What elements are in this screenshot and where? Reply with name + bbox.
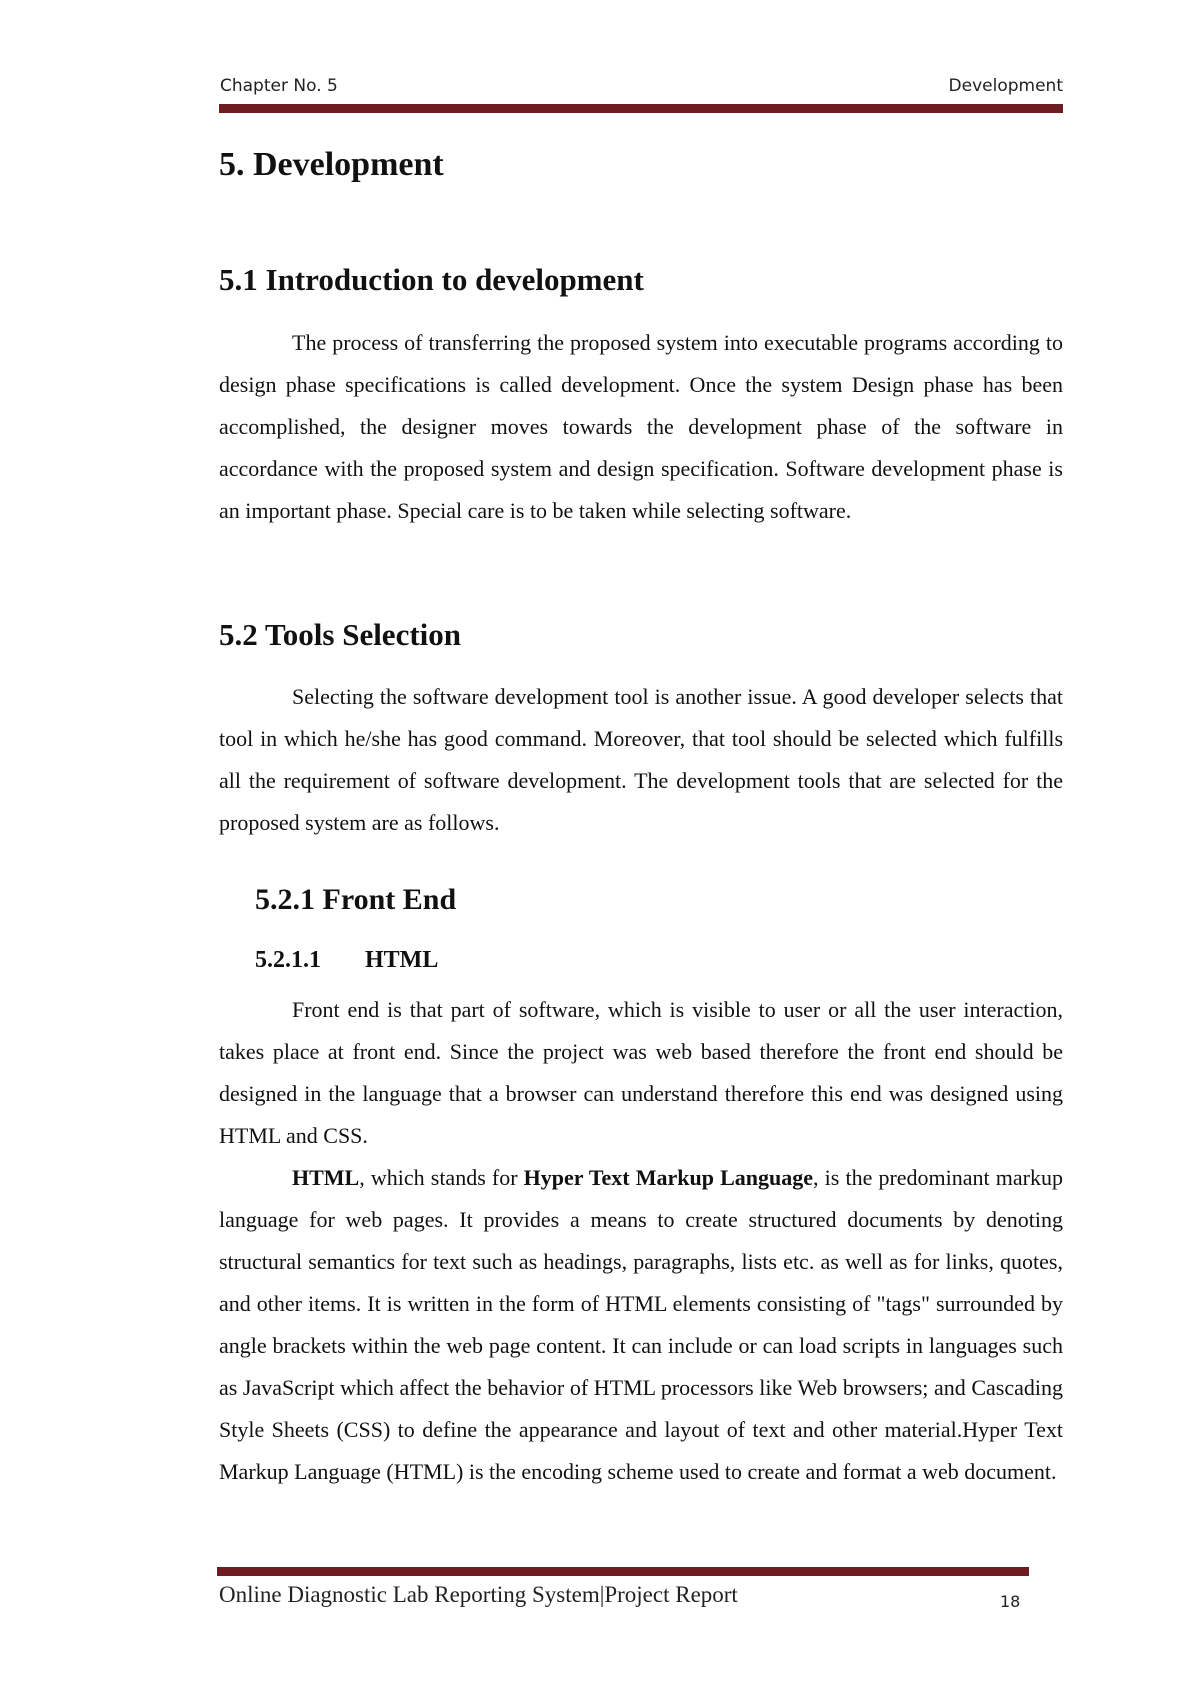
html-paragraph [219, 1157, 1063, 1493]
intro-paragraph: The process of transferring the proposed system into executable programs according to design phase specifications is called development. Once the system Design phase has been accomplished, the designer moves towards the development phase of the software in accordance with the proposed system and design specification. Software development phase is an important phase. Special care is to be taken while selecting software. [219, 330, 1063, 523]
subsection-heading-front-end: 5.2.1 Front End [255, 883, 457, 916]
footer-project-title: Online Diagnostic Lab Reporting System|Project Report [219, 1582, 738, 1607]
chapter-title: 5. Development [219, 146, 444, 183]
subsubsection-number: 5.2.1.1 [255, 947, 321, 973]
subsubsection-heading-html [255, 947, 438, 974]
header-section: Development [948, 76, 1063, 96]
html-mid-text: , which stands for [359, 1165, 524, 1190]
header-chapter: Chapter No. 5 [220, 76, 338, 96]
footer-rule [217, 1567, 1029, 1576]
html-description: , is the predominant markup language for web pages. It provides a means to create structured documents by denoting structural semantics for text such as headings, paragraphs, lists etc. as well as for links, quotes, and other items. It is written in the form of HTML elements consisting of "tags" surrounded by angle brackets within the web page content. It can include or can load scripts in languages such as JavaScript which affect the behavior of HTML processors like Web browsers; and Cascading Style Sheets (CSS) to define the appearance and layout of text and other material.Hyper Text Markup Language (HTML) is the encoding scheme used to create and format a web document. [219, 1165, 1063, 1484]
section-heading-intro: 5.1 Introduction to development [219, 262, 644, 297]
subsubsection-title: HTML [365, 947, 439, 973]
section-heading-tools: 5.2 Tools Selection [219, 617, 462, 652]
front-end-paragraph: Front end is that part of software, which is visible to user or all the user interaction, takes place at front end. Since the project was web based therefore the front end should be designed in the language that a browser can understand therefore this end was designed using HTML and CSS. [219, 997, 1063, 1148]
page-number: 18 [1000, 1592, 1021, 1611]
header-rule [219, 104, 1063, 113]
html-full-name: Hyper Text Markup Language [523, 1165, 814, 1190]
html-term: HTML [292, 1165, 360, 1190]
tools-paragraph: Selecting the software development tool is another issue. A good developer selects that tool in which he/she has good command. Moreover, that tool should be selected which fulfills all the requirement of software development. The development tools that are selected for the proposed system are as follows. [219, 684, 1063, 835]
